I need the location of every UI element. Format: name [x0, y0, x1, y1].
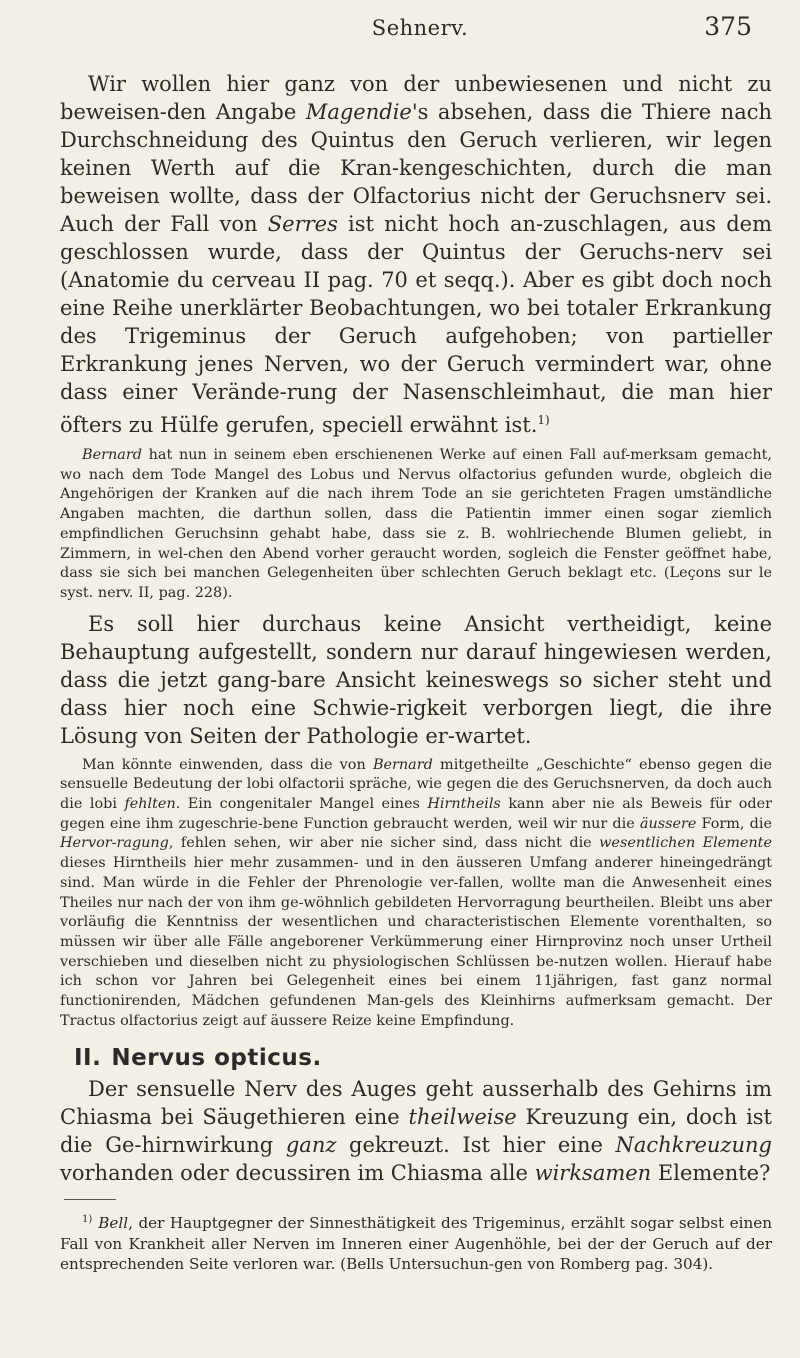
footnote-text — [60, 1215, 772, 1274]
text-run: wesentlichen Elemente — [599, 835, 772, 852]
text-run: Kreuzung ein, doch ist die Ge-hirnwirkung — [60, 1105, 772, 1158]
page-number: 375 — [704, 12, 752, 41]
text-run: gekreuzt. Ist hier eine — [336, 1133, 616, 1158]
text-run: Hirntheils — [427, 796, 501, 813]
text-run: Es soll hier durchaus keine Ansicht vertheidigt, keine Behauptung aufgestellt, sondern nur darauf hingewiesen werden, dass die jetzt gang-bare Ansicht keineswegs so sicher steht und dass hier noch eine Schwie-rigkeit verborgen liegt, die ihre Lösung von Seiten der Pathologie er-wartet. — [60, 611, 772, 748]
text-run: Bernard — [82, 447, 142, 463]
text-run: , der Hauptgegner der Sinnesthätigkeit des Trigeminus, erzählt sogar selbst einen Fall von Krankheit aller Nerven im Inneren einer Augenhöhle, bei der der Geruch auf der entsprechenden Seite verloren war. (Bells Untersuchun-gen von Romberg pag. 304). — [60, 1214, 772, 1274]
text-run: fehlten — [124, 796, 176, 813]
page-body — [60, 70, 772, 1290]
footnote-rule — [64, 1199, 116, 1200]
footnote-marker: 1) — [82, 1214, 93, 1226]
text-run: Magendie — [305, 100, 412, 124]
section-heading — [60, 1045, 772, 1071]
text-run: Elemente? — [651, 1161, 771, 1186]
text-run: mitgetheilte „Geschichte“ ebenso gegen die sensuelle Bedeutung der lobi olfactorii spräche, wie gegen die des Geruchsnerven, da doch auch die lobi — [60, 756, 773, 813]
paragraph-opticus — [60, 1075, 772, 1187]
text-run: Serres — [267, 212, 338, 236]
section-number: II. — [74, 1045, 102, 1072]
text-run: dieses Hirntheils hier mehr zusammen- und in den äusseren Umfang anderer hineingedrängt sind. Man würde in die Fehler der Phrenologie ver-fallen, wollte man die Anwesenheit eines Theiles nur nach der von ihm ge-wöhnlich gebildeten Hervorragung beurtheilen. Bleibt uns aber vorläufig die Kenntniss der wesentlichen und characteristischen Elemente vorenthalten, so müssen wir über alle Fälle angeborener Verkümmerung einer Hirnprovinz noch unser Urtheil verschieben und dieselben nicht zu physiologischen Schlüssen be-nutzen wollen. Hierauf habe ich schon vor Jahren bei Gelegenheit eines bei einem 11jährigen, fast ganz normal functionirenden, Mädchen gefundenen Man-gels des Kleinhirns aufmerksam gemacht. Der Tractus olfactorius zeigt auf äussere Reize keine Empfindung. — [60, 855, 772, 1029]
text-run: Hervor-ragung — [60, 835, 169, 852]
text-run: Wir wollen hier ganz von der unbewiesenen und nicht zu beweisen-den Angabe — [60, 72, 772, 124]
running-title: Sehnerv. — [371, 16, 469, 40]
text-run: wirksamen — [534, 1161, 652, 1186]
text-run: Bernard — [372, 756, 433, 773]
paragraph-caveat — [60, 610, 772, 750]
text-run: äussere — [639, 815, 697, 832]
running-head — [0, 8, 800, 48]
text-run: theilweise — [408, 1105, 517, 1130]
footnote — [60, 1210, 772, 1274]
text-run: 1) — [537, 413, 550, 427]
text-run: 's absehen, dass die Thiere nach Durchschneidung des Quintus den Geruch verlieren, wir legen keinen Werth auf die Kran-kengeschichten, durch die man beweisen wollte, dass der Olfactorius nicht der Geruchsnerv sei. Auch der Fall von — [60, 100, 772, 236]
paragraph-intro — [60, 70, 772, 439]
text-run: ist nicht hoch an-zuschlagen, aus dem geschlossen wurde, dass der Quintus der Geruchs-nerv sei (Anatomie du cerveau II pag. 70 et seqq.). Aber es gibt doch noch eine Reihe unerklärter Beobachtungen, wo bei totaler Erkrankung des Trigeminus der Geruch aufgehoben; von partieller Erkrankung jenes Nerven, wo der Geruch vermindert war, ohne dass einer Verände-rung der Nasenschleimhaut, die man hier öfters zu Hülfe gerufen, speciell erwähnt ist. — [60, 212, 773, 437]
text-run: Bell — [98, 1214, 129, 1233]
text-run: Nachkreuzung — [615, 1133, 772, 1158]
text-run: . Ein congenitaler Mangel eines — [175, 796, 428, 813]
text-run: kann aber nie als Beweis für oder gegen eine ihm zugeschrie-bene Function gebraucht werden, weil wir nur die — [60, 796, 773, 832]
text-run: vorhanden oder decussiren im Chiasma alle — [60, 1161, 535, 1186]
section-title: Nervus opticus. — [111, 1045, 322, 1072]
text-run: , fehlen sehen, wir aber nie sicher sind, dass nicht die — [168, 835, 600, 852]
text-run: Man könnte einwenden, dass die von — [82, 756, 373, 773]
text-run: hat nun in seinem eben erschienenen Werke auf einen Fall auf-merksam gemacht, wo nach dem Tode Mangel des Lobus und Nervus olfactorius gefunden wurde, obgleich die Angehörigen der Kranken auf die nach ihrem Tode an sie gerichteten Fragen umständliche Angaben machten, die darthun sollen, dass die Patientin immer einen sogar ziemlich empfindlichen Geruchsinn gehabt habe, dass sie z. B. wohlriechende Blumen geliebt, in Zimmern, in wel-chen den Abend vorher geraucht worden, sogleich die Fenster geöffnet habe, dass sie sich bei manchen Gelegenheiten über schlechten Geruch beklagt etc. (Leçons sur le syst. nerv. II, pag. 228). — [60, 447, 772, 601]
text-run: Form, die — [696, 815, 772, 832]
text-run: Der sensuelle Nerv des Auges geht ausserhalb des Gehirns im Chiasma bei Säugethieren eine — [60, 1077, 772, 1130]
paragraph-objection — [60, 756, 772, 1032]
paragraph-bernard-case — [60, 446, 772, 604]
text-run: ganz — [285, 1133, 337, 1158]
